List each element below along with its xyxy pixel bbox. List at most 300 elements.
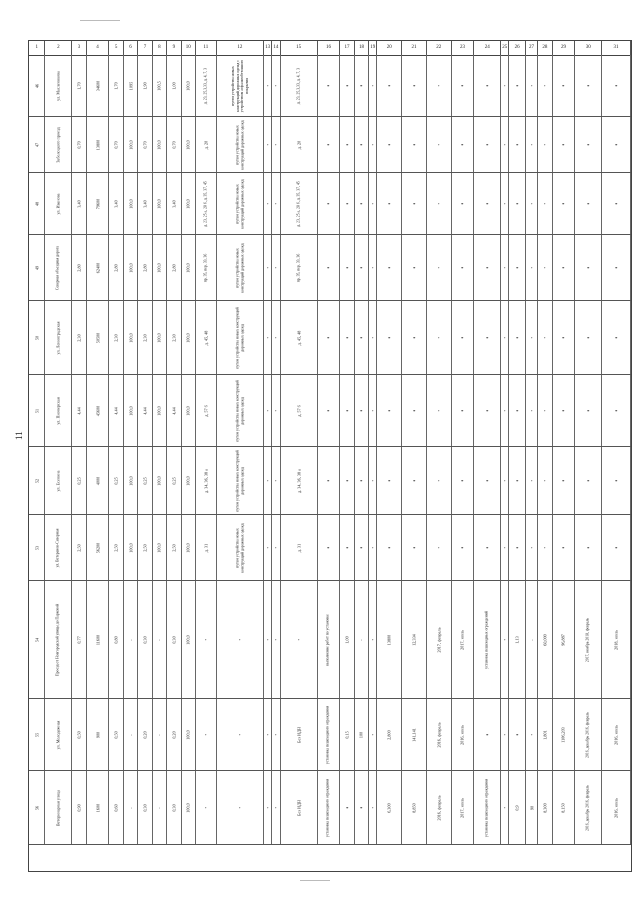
table-cell [402, 447, 427, 514]
table-cell [109, 515, 123, 580]
table-cell [553, 173, 576, 234]
table-row [29, 301, 631, 375]
table-cell [272, 447, 280, 514]
cell-text: выполнение работ по установке [326, 613, 331, 666]
cell-text: 1,00 [344, 635, 350, 644]
cell-text: 8,300 [542, 802, 548, 813]
table-cell [538, 771, 552, 844]
table-cell [217, 375, 264, 446]
table-cell [29, 699, 45, 770]
empty-dash [438, 144, 440, 146]
table-cell [182, 771, 196, 844]
cell-text: 49 [34, 265, 40, 270]
cell-text: 0,15 [344, 730, 350, 739]
table-cell [124, 235, 138, 300]
table-cell [575, 235, 602, 300]
empty-dash [275, 85, 277, 87]
column-numbers-header [29, 41, 631, 56]
cell-text: 100,0 [185, 729, 191, 740]
cell-text: 56 [34, 805, 40, 810]
table-cell [153, 117, 167, 172]
cell-text: 79600 [95, 198, 101, 209]
cell-text: 100,0 [156, 139, 162, 150]
table-cell [124, 173, 138, 234]
table-cell [340, 581, 354, 698]
cell-text: установка пешеходного ограждения [326, 705, 331, 764]
table-cell [355, 235, 369, 300]
empty-dash [462, 203, 464, 205]
table-cell [553, 699, 576, 770]
empty-dash [275, 734, 277, 736]
table-cell [153, 173, 167, 234]
cell-text: путем устройства новых конструкций дорожных одежд [235, 178, 244, 229]
table-cell [72, 375, 86, 446]
table-cell [575, 173, 602, 234]
table-row [29, 699, 631, 771]
table-cell [427, 117, 452, 172]
table-cell [538, 699, 552, 770]
column-number: 22 [427, 41, 452, 55]
cell-text: 2,80 [76, 263, 82, 272]
cell-text: 2,80 [113, 263, 119, 272]
empty-dash [239, 807, 241, 809]
table-cell [340, 699, 354, 770]
column-number: 11 [196, 41, 217, 55]
cell-text: ул. Пионерская [55, 396, 61, 425]
empty-dash [531, 203, 533, 205]
table-cell [402, 235, 427, 300]
table-cell [281, 581, 318, 698]
table-cell [377, 117, 402, 172]
table-cell [501, 235, 509, 300]
table-cell [167, 117, 181, 172]
table-cell [272, 515, 280, 580]
empty-dash [504, 85, 506, 87]
cell-text: 4,44 [142, 406, 148, 415]
cell-text: д. 23, 25,3,33, д. 4, 7, 3 [203, 67, 208, 104]
cell-text: 2016, февраль [436, 721, 442, 748]
cell-text: 0,20 [171, 730, 177, 739]
table-cell [318, 173, 341, 234]
table-cell [182, 375, 196, 446]
table-cell [72, 699, 86, 770]
table-cell [87, 301, 110, 374]
table-cell [153, 447, 167, 514]
cell-text: 2,30 [171, 333, 177, 342]
table-cell [29, 235, 45, 300]
empty-dash [361, 547, 363, 549]
table-cell [501, 699, 509, 770]
empty-dash [328, 203, 330, 205]
table-cell [377, 515, 402, 580]
empty-dash [544, 267, 546, 269]
empty-dash [587, 267, 589, 269]
cell-text: д. 20 [296, 140, 302, 149]
empty-dash [516, 410, 518, 412]
table-cell [474, 301, 501, 374]
empty-dash [205, 734, 207, 736]
column-number: 5 [109, 41, 123, 55]
cell-text: 100,0 [156, 332, 162, 343]
cell-text: - [529, 638, 535, 641]
table-cell [538, 301, 552, 374]
table-cell [427, 771, 452, 844]
cell-text: 900 [95, 731, 101, 738]
column-number: 17 [340, 41, 354, 55]
column-number: 14 [272, 41, 280, 55]
table-cell [452, 447, 475, 514]
column-number: 3 [72, 41, 86, 55]
column-number: 24 [474, 41, 501, 55]
table-cell [452, 301, 475, 374]
empty-dash [275, 267, 277, 269]
column-number: 10 [182, 41, 196, 55]
cell-text: д. 23, 25 а, 28 б, д. 35, 37, 45 [203, 180, 208, 227]
table-cell [138, 771, 152, 844]
table-cell [318, 515, 341, 580]
table-cell [377, 699, 402, 770]
table-cell [369, 699, 377, 770]
empty-dash [267, 337, 269, 339]
cell-text: путем устройства новых конструкций дорожных одежд [235, 119, 244, 170]
table-cell [217, 117, 264, 172]
table-cell [87, 771, 110, 844]
empty-dash [516, 480, 518, 482]
cell-text: 2,50 [142, 543, 148, 552]
table-cell [526, 515, 538, 580]
table-cell [553, 235, 576, 300]
table-cell [272, 699, 280, 770]
table-cell [72, 55, 86, 116]
empty-dash [615, 337, 617, 339]
cell-text: установка пешеходного ограждения [326, 778, 331, 837]
empty-dash [372, 267, 374, 269]
cell-text: - [156, 638, 162, 641]
table-cell [281, 375, 318, 446]
table-cell [474, 771, 501, 844]
cell-text: 3,40 [76, 199, 82, 208]
empty-dash [389, 410, 391, 412]
empty-dash [413, 144, 415, 146]
table-cell [45, 301, 72, 374]
empty-dash [328, 337, 330, 339]
table-cell [602, 117, 631, 172]
table-cell [72, 301, 86, 374]
column-number: 4 [87, 41, 110, 55]
cell-text: 0,70 [113, 140, 119, 149]
table-cell [452, 235, 475, 300]
empty-dash [372, 144, 374, 146]
cell-text: 50 [34, 335, 40, 340]
table-cell [340, 301, 354, 374]
empty-dash [372, 85, 374, 87]
column-number: 31 [602, 41, 631, 55]
table-cell [217, 55, 264, 116]
table-cell [427, 55, 452, 116]
table-cell [452, 771, 475, 844]
table-cell [87, 173, 110, 234]
cell-text: установка пешеходных ограждений [484, 610, 489, 669]
table-cell [369, 301, 377, 374]
table-cell [217, 771, 264, 844]
table-cell [182, 301, 196, 374]
column-number: 20 [377, 41, 402, 55]
empty-dash [275, 547, 277, 549]
empty-dash [389, 337, 391, 339]
cell-text: 100,0 [128, 198, 134, 209]
column-number: 16 [318, 41, 341, 55]
cell-text: путем устройства новых конструкций дорожных одежд с устройством асфальтобетонного покрытия [230, 59, 249, 112]
column-number: 30 [575, 41, 602, 55]
table-cell [452, 515, 475, 580]
cell-text: Без ИДН [296, 799, 302, 816]
empty-dash [361, 203, 363, 205]
cell-text: 100 [358, 731, 364, 738]
table-cell [264, 447, 272, 514]
empty-dash [544, 203, 546, 205]
table-cell [45, 447, 72, 514]
empty-dash [544, 337, 546, 339]
table-cell [474, 375, 501, 446]
empty-dash [563, 337, 565, 339]
cell-text: 51 [34, 408, 40, 413]
table-cell [87, 515, 110, 580]
empty-dash [267, 85, 269, 87]
table-row [29, 375, 631, 447]
cell-text: ул. Масленикова [55, 70, 61, 101]
table-cell [575, 581, 602, 698]
cell-text: 1,801 [542, 729, 548, 740]
table-cell [501, 173, 509, 234]
cell-text: 2016, февраль [436, 794, 442, 821]
cell-text: 100,0 [185, 802, 191, 813]
empty-dash [413, 410, 415, 412]
empty-dash [531, 410, 533, 412]
table-cell [526, 447, 538, 514]
table-cell [369, 447, 377, 514]
table-cell [196, 771, 217, 844]
empty-dash [516, 203, 518, 205]
cell-text: 2017, ноябрь 2018, февраль [585, 617, 590, 662]
table-cell [153, 515, 167, 580]
table-cell [217, 581, 264, 698]
data-table [28, 40, 632, 872]
table-cell [109, 771, 123, 844]
table-cell [553, 581, 576, 698]
empty-dash [328, 410, 330, 412]
table-cell [167, 173, 181, 234]
empty-dash [462, 547, 464, 549]
empty-dash [372, 203, 374, 205]
empty-dash [267, 267, 269, 269]
table-cell [109, 447, 123, 514]
table-row [29, 447, 631, 515]
table-cell [124, 301, 138, 374]
cell-text: - [128, 806, 134, 809]
empty-dash [267, 410, 269, 412]
table-cell [281, 699, 318, 770]
cell-text: 13800 [386, 634, 392, 645]
table-cell [509, 515, 525, 580]
empty-dash [372, 410, 374, 412]
empty-dash [486, 267, 488, 269]
empty-dash [504, 203, 506, 205]
empty-dash [413, 547, 415, 549]
cell-text: путем устройства новых конструкций дорожных одежд [235, 449, 244, 512]
empty-dash [328, 480, 330, 482]
table-cell [452, 173, 475, 234]
table-cell [369, 235, 377, 300]
table-cell [575, 117, 602, 172]
empty-dash [239, 639, 241, 641]
table-cell [196, 515, 217, 580]
column-number: 18 [355, 41, 369, 55]
empty-dash [438, 547, 440, 549]
empty-dash [267, 203, 269, 205]
empty-dash [438, 410, 440, 412]
table-cell [402, 55, 427, 116]
cell-text: 2018, июль [613, 629, 619, 650]
empty-dash [504, 547, 506, 549]
cell-text: 0,25 [142, 476, 148, 485]
cell-text: д. 34, 36, 38 а [203, 468, 209, 493]
cell-text: д. 31 [203, 543, 209, 552]
cell-text: 8,850 [411, 802, 417, 813]
cell-text: ул. Иванова [55, 192, 61, 215]
table-cell [526, 699, 538, 770]
empty-dash [389, 480, 391, 482]
cell-text: 2,80 [171, 263, 177, 272]
table-cell [318, 771, 341, 844]
empty-dash [438, 85, 440, 87]
empty-dash [486, 144, 488, 146]
table-cell [167, 699, 181, 770]
empty-dash [516, 734, 518, 736]
table-cell [138, 515, 152, 580]
cell-text: 0,20 [142, 730, 148, 739]
table-row [29, 235, 631, 301]
cell-text: 0,25 [171, 476, 177, 485]
table-cell [264, 515, 272, 580]
table-cell [402, 699, 427, 770]
table-cell [272, 235, 280, 300]
table-cell [427, 375, 452, 446]
cell-text: д. 23, 25,3,33, д. 4, 7, 3 [296, 67, 301, 104]
cell-text: 45600 [95, 405, 101, 416]
cell-text: 100,0 [128, 475, 134, 486]
table-cell [377, 447, 402, 514]
table-cell [538, 173, 552, 234]
table-cell [318, 375, 341, 446]
table-cell [87, 117, 110, 172]
table-cell [264, 173, 272, 234]
table-cell [427, 699, 452, 770]
table-row [29, 515, 631, 581]
empty-dash [413, 480, 415, 482]
table-cell [575, 447, 602, 514]
cell-text: 53 [34, 545, 40, 550]
table-cell [602, 581, 631, 698]
empty-dash [372, 734, 374, 736]
table-cell [355, 699, 369, 770]
empty-dash [462, 267, 464, 269]
table-cell [474, 515, 501, 580]
table-cell [501, 581, 509, 698]
table-cell [272, 117, 280, 172]
table-cell [402, 771, 427, 844]
table-cell [153, 301, 167, 374]
table-cell [124, 447, 138, 514]
empty-dash [372, 547, 374, 549]
empty-dash [615, 267, 617, 269]
cell-text: 46 [34, 83, 40, 88]
table-cell [109, 117, 123, 172]
table-cell [29, 301, 45, 374]
table-cell [355, 55, 369, 116]
table-cell [196, 375, 217, 446]
cell-text: 100,0 [128, 262, 134, 273]
table-cell [474, 447, 501, 514]
table-row [29, 55, 631, 117]
cell-text: - [128, 638, 134, 641]
table-cell [452, 375, 475, 446]
empty-dash [486, 203, 488, 205]
table-cell [474, 581, 501, 698]
table-cell [427, 301, 452, 374]
column-number: 6 [124, 41, 138, 55]
table-cell [318, 447, 341, 514]
cell-text: д. 45, 48 [203, 330, 209, 345]
table-cell [72, 235, 86, 300]
table-cell [501, 117, 509, 172]
cell-text: 0,77 [76, 635, 82, 644]
table-cell [340, 117, 354, 172]
empty-dash [413, 85, 415, 87]
empty-dash [544, 85, 546, 87]
table-cell [318, 581, 341, 698]
empty-dash [531, 85, 533, 87]
cell-text: - [358, 638, 364, 641]
column-number: 26 [509, 41, 525, 55]
cell-text: Ветеринарная улица [55, 789, 61, 826]
table-cell [124, 55, 138, 116]
table-cell [272, 581, 280, 698]
table-cell [264, 235, 272, 300]
column-number: 7 [138, 41, 152, 55]
empty-dash [587, 337, 589, 339]
table-cell [509, 173, 525, 234]
empty-dash [462, 85, 464, 87]
table-cell [138, 581, 152, 698]
table-cell [318, 301, 341, 374]
cell-text: д. 57 б [203, 404, 209, 417]
table-cell [501, 375, 509, 446]
cell-text: Проезд от Новгородской улицы до Парковой [56, 603, 61, 676]
cell-text: 2016, декабрь 2016, февраль [585, 711, 590, 758]
empty-dash [389, 203, 391, 205]
table-cell [29, 515, 45, 580]
cell-text: 11600 [95, 634, 101, 645]
cell-text: 100,5 [156, 80, 162, 91]
table-cell [45, 771, 72, 844]
empty-dash [205, 807, 207, 809]
table-cell [377, 235, 402, 300]
empty-dash [267, 734, 269, 736]
table-cell [217, 447, 264, 514]
empty-dash [587, 85, 589, 87]
column-number: 9 [167, 41, 181, 55]
cell-text: 0,80 [113, 635, 119, 644]
